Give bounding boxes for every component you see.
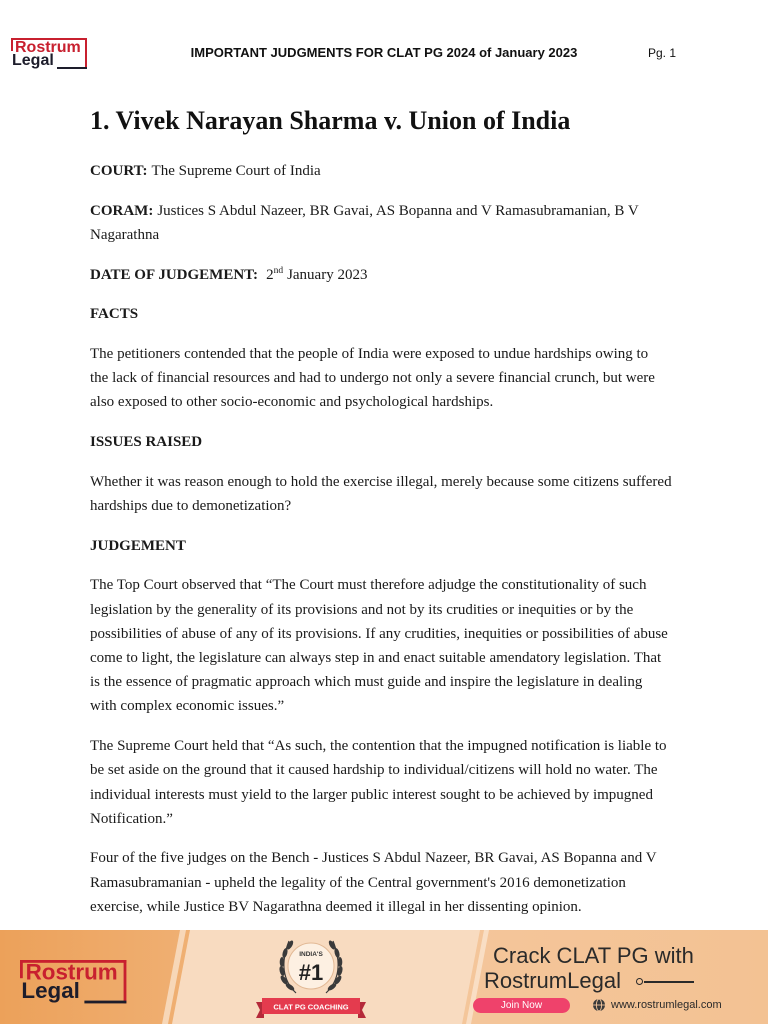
header-title: IMPORTANT JUDGMENTS FOR CLAT PG 2024 of January 2023 — [190, 45, 578, 60]
facts-line: the lack of financial resources and had to undergo not only a severe financial crunch, but were — [90, 370, 655, 387]
coram-label: CORAM: — [90, 202, 154, 219]
banner-headline-line2: RostrumLegal — [484, 968, 621, 993]
issues-paragraph — [90, 470, 730, 518]
case-title: 1. Vivek Narayan Sharma v. Union of India — [90, 106, 571, 135]
facts-paragraph — [90, 342, 730, 415]
logo-frame-right — [124, 960, 127, 1003]
judgement-paragraph — [90, 846, 730, 919]
decorative-line — [644, 981, 694, 983]
issues-line: Whether it was reason enough to hold the exercise illegal, merely because some citizens suffered — [90, 473, 672, 490]
judgement-line: The Top Court observed that “The Court must therefore adjudge the constitutionality of such — [90, 577, 647, 594]
facts-line: also exposed to other socio-economic and psychological hardships. — [90, 394, 494, 411]
court-field — [90, 159, 730, 183]
join-now-button[interactable]: Join Now — [473, 998, 570, 1013]
coram-value: Justices S Abdul Nazeer, BR Gavai, AS Bopanna and V Ramasubramanian, B V — [157, 202, 639, 219]
judgement-paragraph — [90, 734, 730, 831]
judgement-line: is the essence of pragmatic approach which must guide and inspire the legislature in dealing — [90, 674, 643, 691]
judgement-line: come to light, the legislature can always step in and enact suitable amendatory legislation. That — [90, 650, 662, 667]
coram-field — [90, 199, 730, 247]
badge-top-text: INDIA'S — [299, 951, 323, 958]
coram-line — [90, 199, 730, 223]
judgement-line: Ramasubramanian - upheld the legality of the Central government's 2016 demonetization — [90, 874, 626, 891]
logo-word-legal: Legal — [21, 979, 80, 1004]
issues-line: hardships due to demonetization? — [90, 498, 292, 515]
judgement-line: Four of the five judges on the Bench - Justices S Abdul Nazeer, BR Gavai, AS Bopanna and V — [90, 850, 657, 867]
badge-rank: #1 — [298, 960, 324, 985]
banner-logo — [20, 960, 126, 1003]
judgement-line: with complex economic issues.” — [90, 698, 285, 715]
judgement-line: individual interests must yield to the larger public interest sought to be achieved by impugned — [90, 786, 653, 803]
judgement-heading: JUDGEMENT — [90, 537, 186, 554]
court-label: COURT: — [90, 163, 148, 179]
judgement-line: possibilities of abuse of any of its provisions. If any crudities, inequities or possibilities of abuse — [90, 625, 668, 642]
decorative-ring — [636, 978, 643, 985]
date-day-suffix: nd — [273, 265, 284, 276]
banner-headline-line1: Crack CLAT PG with — [493, 943, 694, 968]
issues-heading: ISSUES RAISED — [90, 434, 203, 451]
badge-ribbon-text: CLAT PG COACHING — [273, 1002, 349, 1012]
logo-frame-bottom — [84, 1001, 126, 1004]
judgement-line: exercise, while Justice BV Nagarathna deemed it illegal in her dissenting opinion. — [90, 898, 582, 915]
document-body — [90, 105, 730, 919]
facts-line: The petitioners contended that the people of India were exposed to undue hardships owing to — [90, 346, 649, 363]
rank-badge — [256, 936, 366, 1020]
judgement-paragraph — [90, 573, 730, 718]
facts-heading: FACTS — [90, 306, 139, 323]
date-label: DATE OF JUDGEMENT: — [90, 266, 259, 283]
judgement-line: legislation by the generality of its provisions and not by its crudities or inequities or by the — [90, 601, 634, 618]
laurel-wreath-icon — [256, 936, 366, 1020]
court-value: The Supreme Court of India — [151, 163, 321, 179]
date-day: 2 — [266, 266, 274, 283]
logo-frame-bottom — [57, 67, 87, 69]
promo-banner — [0, 930, 768, 1024]
page-number: Pg. 1 — [648, 46, 677, 60]
coram-line: Nagarathna — [90, 226, 160, 243]
date-field — [90, 263, 730, 287]
logo-word-rostrum: Rostrum — [25, 961, 118, 986]
judgement-line: be set aside on the ground that it caused hardship to individual/citizens will hold no water. The — [90, 762, 658, 779]
logo-frame-left — [20, 960, 23, 978]
website-link[interactable]: www.rostrumlegal.com — [611, 999, 722, 1011]
globe-icon — [592, 998, 606, 1012]
date-month-year: January 2023 — [287, 266, 368, 283]
judgement-line: The Supreme Court held that “As such, the contention that the impugned notification is liable to — [90, 738, 667, 755]
logo-word-legal: Legal — [12, 52, 54, 69]
judgement-line: Notification.” — [90, 810, 173, 827]
logo-word-rostrum: Rostrum — [15, 39, 81, 56]
